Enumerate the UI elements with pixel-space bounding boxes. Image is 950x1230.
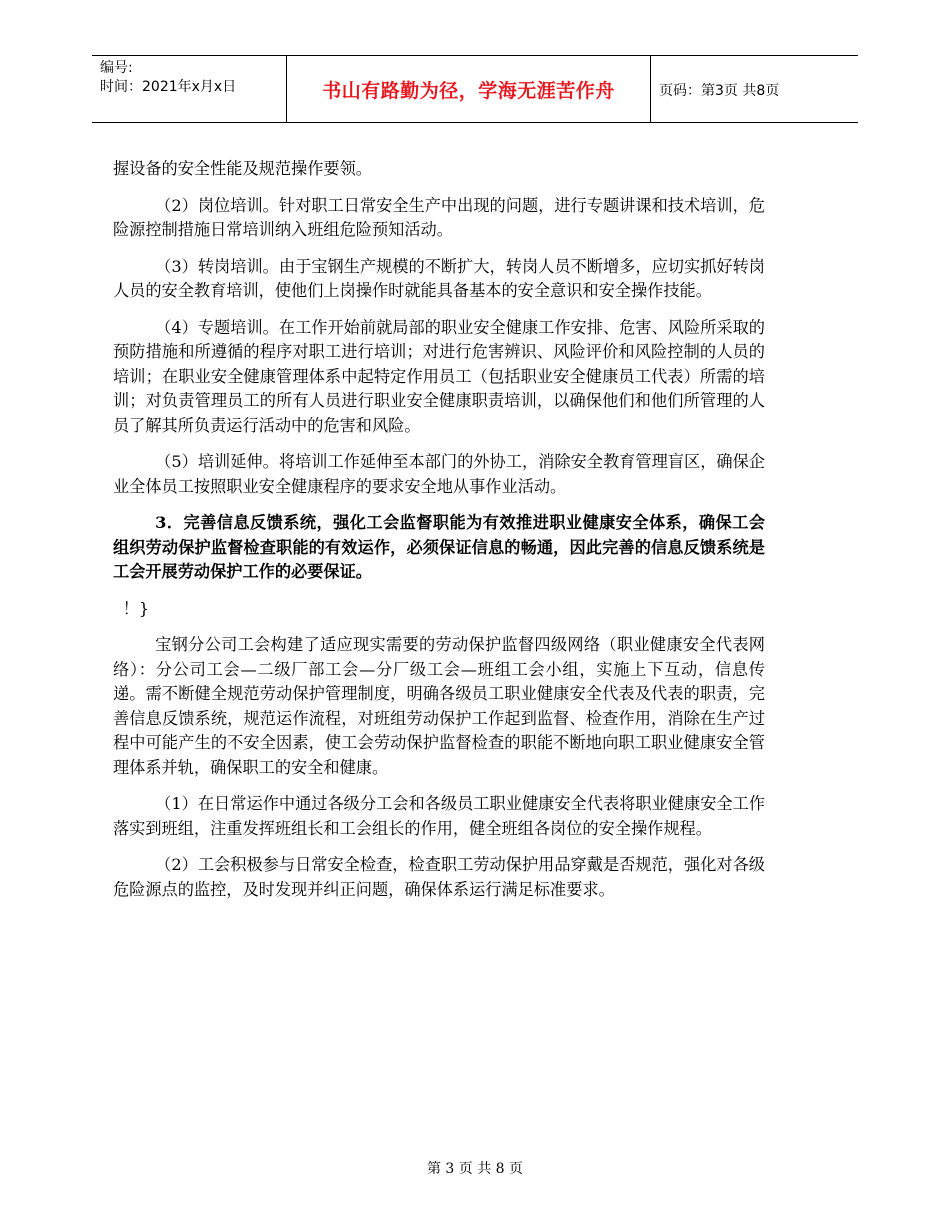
- page-footer: 第 3 页 共 8 页: [426, 1161, 524, 1177]
- paragraph-safety-inspection: （2）工会积极参与日常安全检查，检查职工劳动保护用品穿戴是否规范，强化对各级危险源点的监控，及时发现并纠正问题，确保体系运行满足标准要求。: [113, 855, 765, 899]
- paragraph-daily-operation: （1）在日常运作中通过各级分工会和各级员工职业健康安全代表将职业健康安全工作落实到班组，注重发挥班组长和工会组长的作用，健全班组各岗位的安全操作规程。: [113, 794, 765, 838]
- section-heading-feedback: 3．完善信息反馈系统，强化工会监督职能为有效推进职业健康安全体系，确保工会组织劳动保护监督检查职能的有效运作，必须保证信息的畅通，因此完善的信息反馈系统是工会开展劳动保护工作的必要保证。: [113, 513, 765, 581]
- stray-mark: ！}: [122, 598, 150, 618]
- paragraph-network: 宝钢分公司工会构建了适应现实需要的劳动保护监督四级网络（职业健康安全代表网络）：分公司工会—二级厂部工会—分厂级工会—班组工会小组，实施上下互动，信息传递。需不断健全规范劳动保护管理制度，明确各级员工职业健康安全代表及代表的职责，完善信息反馈系统，规范运作流程，对班组劳动保护工作起到监督、检查作用，消除在生产过程中可能产生的不安全因素，使工会劳动保护监督检查的职能不断地向职工职业健康安全管理体系并轨，确保职工的安全和健康。: [113, 635, 765, 777]
- paragraph-training-extension: （5）培训延伸。将培训工作延伸至本部门的外协工，消除安全教育管理盲区，确保企业全体员工按照职业安全健康程序的要求安全地从事作业活动。: [113, 452, 765, 496]
- paragraph-topic-training: （4）专题培训。在工作开始前就局部的职业安全健康工作安排、危害、风险所采取的预防措施和所遵循的程序对职工进行培训；对进行危害辨识、风险评价和风险控制的人员的培训；在职业安全健康管理体系中起特定作用员工（包括职业安全健康员工代表）所需的培训；对负责管理员工的所有人员进行职业安全健康职责培训，以确保他们和他们所管理的人员了解其所负责运行活动中的危害和风险。: [113, 317, 765, 435]
- paragraph-continuation: 握设备的安全性能及规范操作要领。: [113, 159, 372, 178]
- document-number-label: 编号:: [100, 60, 133, 76]
- header-divider-right: [650, 56, 651, 122]
- header-meta: [100, 59, 236, 97]
- header-motto: 书山有路勤为径，学海无涯苦作舟: [322, 80, 615, 102]
- page-header: [92, 55, 858, 123]
- header-page-info: 页码：第3页 共8页: [659, 83, 780, 99]
- paragraph-post-training: （2）岗位培训。针对职工日常安全生产中出现的问题，进行专题讲课和技术培训，危险源控制措施日常培训纳入班组危险预知活动。: [113, 195, 765, 239]
- document-time: 时间：2021年x月x日: [100, 79, 237, 95]
- document-body: [113, 157, 765, 914]
- paragraph-transfer-training: （3）转岗培训。由于宝钢生产规模的不断扩大，转岗人员不断增多，应切实抓好转岗人员的安全教育培训，使他们上岗操作时就能具备基本的安全意识和安全操作技能。: [113, 256, 765, 300]
